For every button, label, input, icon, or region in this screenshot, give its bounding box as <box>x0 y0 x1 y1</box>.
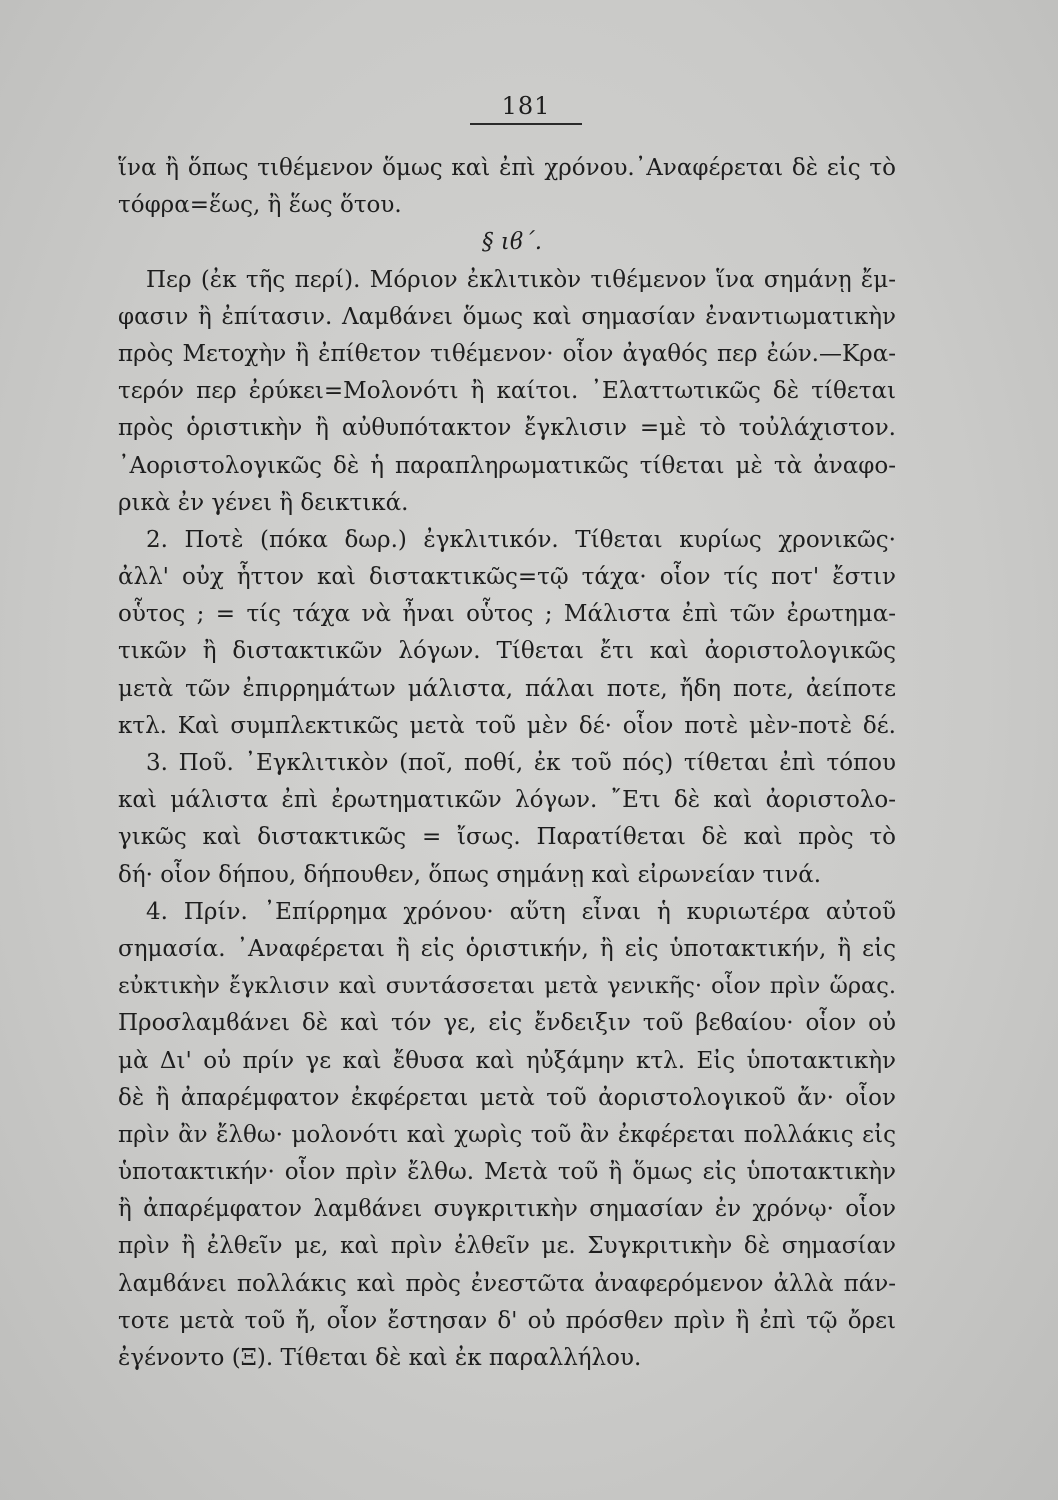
text-line: ἐγένοντο (Ξ). Τίθεται δὲ καὶ ἐκ παραλλήλου. <box>118 1345 642 1371</box>
text-line: δὲ ἢ ἀπαρέμφατον ἐκφέρεται μετὰ τοῦ ἀοριστολογικοῦ ἄν· οἷον <box>118 1084 896 1111</box>
text-line: τοτε μετὰ τοῦ ἤ, οἷον ἔστησαν δ' οὐ πρόσθεν πρὶν ἢ ἐπὶ τῷ ὄρει <box>118 1307 896 1334</box>
text-line: καὶ μάλιστα ἐπὶ ἐρωτηματικῶν λόγων. ῎Ετι δὲ καὶ ἀοριστολο- <box>118 787 896 814</box>
section-heading: § ιϐ΄. <box>482 229 543 256</box>
text-line: ἢ ἀπαρέμφατον λαμϐάνει συγκριτικὴν σημασίαν ἐν χρόνῳ· οἷον <box>118 1196 896 1223</box>
text-line: ἵνα ἢ ὅπως τιθέμενον ὅμως καὶ ἐπὶ χρόνου.᾿Αναφέρεται δὲ εἰς τὸ <box>118 155 896 181</box>
text-line: οὗτος ; = τίς τάχα νὰ ἦναι οὗτος ; Μάλιστα ἐπὶ τῶν ἐρωτημα- <box>118 601 896 628</box>
text-line: ἀλλ' οὐχ ἧττον καὶ διστακτικῶς=τῷ τάχα· οἷον τίς ποτ' ἔστιν <box>118 564 896 591</box>
text-line: 3. Ποῦ. ᾿Εγκλιτικὸν (ποῖ, ποθί, ἐκ τοῦ πός) τίθεται ἐπὶ τόπου <box>146 750 896 776</box>
text-line: πρὶν ἂν ἔλθω· μολονότι καὶ χωρὶς τοῦ ἂν ἐκφέρεται πολλάκις εἰς <box>118 1121 896 1148</box>
text-line: πρὸς ὁριστικὴν ἢ αὐθυπότακτον ἔγκλισιν =μὲ τὸ τοὐλάχιστον. <box>118 415 896 442</box>
text-line: Περ (ἐκ τῆς περί). Μόριον ἐκλιτικὸν τιθέμενον ἵνα σημάνῃ ἔμ- <box>146 266 896 293</box>
text-line: κτλ. Καὶ συμπλεκτικῶς μετὰ τοῦ μὲν δέ· οἷον ποτὲ μὲν-ποτὲ δέ. <box>118 712 896 739</box>
body-text <box>118 150 896 1377</box>
text-line: τόφρα=ἕως, ἢ ἕως ὅτου. <box>118 192 402 219</box>
text-line: γικῶς καὶ διστακτικῶς = ἴσως. Παρατίθεται δὲ καὶ πρὸς τὸ <box>118 824 896 851</box>
text-line: πρὸς Μετοχὴν ἢ ἐπίθετον τιθέμενον· οἷον ἀγαθός περ ἐών.—Κρα- <box>118 340 896 367</box>
text-line: 2. Ποτὲ (πόκα δωρ.) ἐγκλιτικόν. Τίθεται κυρίως χρονικῶς· <box>146 526 896 553</box>
text-line: μετὰ τῶν ἐπιρρημάτων μάλιστα, πάλαι ποτε, ἤδη ποτε, ἀείποτε <box>118 675 896 702</box>
text-line: λαμϐάνει πολλάκις καὶ πρὸς ἐνεστῶτα ἀναφερόμενον ἀλλὰ πάν- <box>118 1270 896 1297</box>
text-line: φασιν ἢ ἐπίτασιν. Λαμϐάνει ὅμως καὶ σημασίαν ἐναντιωματικὴν <box>118 303 896 330</box>
text-line: ὑποτακτικήν· οἷον πρὶν ἔλθω. Μετὰ τοῦ ἢ ὅμως εἰς ὑποτακτικὴν <box>118 1159 896 1186</box>
page-number-rule <box>470 123 582 125</box>
text-line: τερόν περ ἐρύκει=Μολονότι ἢ καίτοι. ᾿Ελαττωτικῶς δὲ τίθεται <box>118 378 896 405</box>
text-line: μὰ Δι' οὐ πρίν γε καὶ ἔθυσα καὶ ηὐξάμην κτλ. Εἰς ὑποτακτικὴν <box>118 1047 896 1074</box>
text-line: πρὶν ἢ ἐλθεῖν με, καὶ πρὶν ἐλθεῖν με. Συγκριτικὴν δὲ σημασίαν <box>118 1233 896 1260</box>
text-line: σημασία. ᾿Αναφέρεται ἢ εἰς ὁριστικήν, ἢ εἰς ὑποτακτικήν, ἢ εἰς <box>118 935 896 962</box>
page-number: 181 <box>501 92 551 120</box>
text-line: εὐκτικὴν ἔγκλισιν καὶ συντάσσεται μετὰ γενικῆς· οἷον πρὶν ὥρας. <box>118 973 896 1000</box>
text-line: ᾿Αοριστολογικῶς δὲ ἡ παραπληρωματικῶς τίθεται μὲ τὰ ἀναφο- <box>118 452 896 479</box>
text-line: ρικὰ ἐν γένει ἢ δεικτικά. <box>118 489 409 516</box>
text-line: Προσλαμϐάνει δὲ καὶ τόν γε, εἰς ἔνδειξιν τοῦ βεϐαίου· οἷον οὐ <box>118 1010 896 1037</box>
text-line: 4. Πρίν. ᾿Επίρρημα χρόνου· αὕτη εἶναι ἡ κυριωτέρα αὐτοῦ <box>146 898 896 925</box>
text-line: τικῶν ἢ διστακτικῶν λόγων. Τίθεται ἔτι καὶ ἀοριστολογικῶς <box>118 638 896 665</box>
text-line: δή· οἷον δήπου, δήπουθεν, ὅπως σημάνῃ καὶ εἰρωνείαν τινά. <box>118 861 822 888</box>
